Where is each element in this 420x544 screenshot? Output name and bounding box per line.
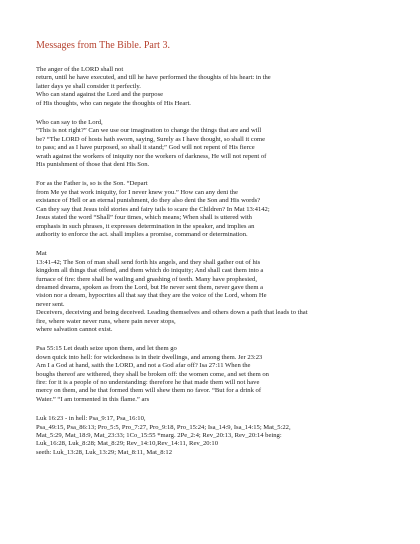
text-line: Am I a God at hand, saith the LORD, and not a God afar off? Isa 27:11 When the — [36, 362, 251, 370]
text-line: For as the Father is, so is the Son. “Depart — [36, 180, 148, 188]
paragraph — [36, 119, 384, 169]
text-line: Water.” “I am tormented in this flame.” ars — [36, 395, 150, 403]
paragraph — [36, 250, 384, 334]
text-line: 13:41-42; The Son of man shall send forth his angels, and they shall gather out of his — [36, 258, 261, 266]
text-line: vision nor a dream, hypocrites all that say that they are the voice of the Lord, whom He — [36, 292, 267, 300]
page-title: Messages from The Bible. Part 3. — [36, 40, 170, 51]
text-line: mercy on them, and he that formed them will shew them no favor. “But for a drink of — [36, 387, 262, 395]
paragraph — [36, 66, 384, 108]
text-line: fire, where water never runs, where pain never stops, — [36, 317, 176, 325]
text-line: be? “The LORD of hosts hath sworn, saying, Surely as I have thought, so shall it come — [36, 135, 266, 143]
text-line: of His thoughts, who can negate the thoughts of His Heart. — [36, 99, 191, 107]
text-line: Mat_5:29, Mat_18:9, Mat_23:33; 1Co_15:55 *marg. 2Pe_2:4; Rev_20:13, Rev_20:14 being: — [36, 432, 282, 440]
text-line: to pass; and as I have purposed, so shall it stand;” God will not repent of His fierce — [36, 144, 255, 152]
text-line: Jesus stated the word “Shall” four times, which means; When shall is uttered with — [36, 214, 252, 222]
text-line: Luk 16:23 - in hell: Psa_9:17, Psa_16:10, — [36, 415, 146, 423]
paragraph — [36, 180, 384, 239]
text-line: dreamed dreams, spoken as from the Lord, but He never sent them, never gave them a — [36, 283, 264, 291]
text-line: never sent. — [36, 300, 65, 308]
text-line: “This is not right?” Can we use our imagination to change the things that are and will — [36, 127, 262, 135]
text-line: authority to enforce the act. shall implies a promise, command or determination. — [36, 230, 248, 238]
text-line: seeth: Luk_13:28, Luk_13:29; Mat_8:11, Mat_8:12 — [36, 448, 173, 456]
text-line: Who can stand against the Lord and the purpose — [36, 91, 164, 99]
text-line: fire: for it is a people of no understanding: therefore he that made them will not have — [36, 379, 260, 386]
text-line: from Me ye that work iniquity, for I never knew you.” How can any deni the — [36, 188, 238, 196]
text-line: latter days ye shall consider it perfectly. — [36, 82, 141, 90]
text-line: return, until he have executed, and till he have performed the thoughts of his heart: in the — [36, 74, 271, 82]
text-line: boughs thereof are withered, they shall be broken off: the women come, and set them on — [36, 370, 269, 378]
text-line: Can they say that Jesus told stories and fairy tails to scare the Children? In Mat 13:4142; — [36, 205, 270, 213]
text-line: The anger of the LORD shall not — [36, 66, 124, 73]
text-line: Who can say to the Lord, — [36, 119, 103, 127]
text-line: Mat — [36, 250, 47, 258]
text-line: wrath against the workers of iniquity nor the workers of darkness, He will not repent of — [36, 152, 267, 160]
text-line: existance of Hell or an eternal punishment, do they also deni the Son and His words? — [36, 197, 261, 205]
text-line: furnace of fire: there shall be wailing and gnashing of teeth. Many have prophesied, — [36, 275, 257, 283]
paragraph — [36, 345, 384, 404]
text-line: Psa_49:15, Psa_86:13; Pro_5:5, Pro_7:27, Pro_9:18, Pro_15:24; Isa_14:9, Isa_14:15; Mat_5:22, — [36, 423, 291, 431]
text-line: where salvation cannot exist. — [36, 325, 113, 333]
text-line: Luk_16:28, Luk_8:28; Mat_8:29; Rev_14:10,Rev_14:11, Rev_20:10 — [36, 440, 218, 448]
document-body — [36, 66, 384, 457]
text-line: emphasis in such phrases, it expresses determination in the speaker, and implies an — [36, 222, 255, 230]
text-line: down quick into hell: for wickedness is in their dwellings, and among them. Jer 23:23 — [36, 353, 263, 361]
text-line: Deceivers, deceiving and being deceived. Leading themselves and others down a path that leads to that — [36, 309, 308, 317]
text-line: kingdom all things that offend, and them which do iniquity; And shall cast them into a — [36, 267, 264, 275]
text-line: His punishment of those that deni His Son. — [36, 161, 150, 169]
paragraph — [36, 415, 384, 457]
text-line: Psa 55:15 Let death seize upon them, and let them go — [36, 345, 177, 353]
